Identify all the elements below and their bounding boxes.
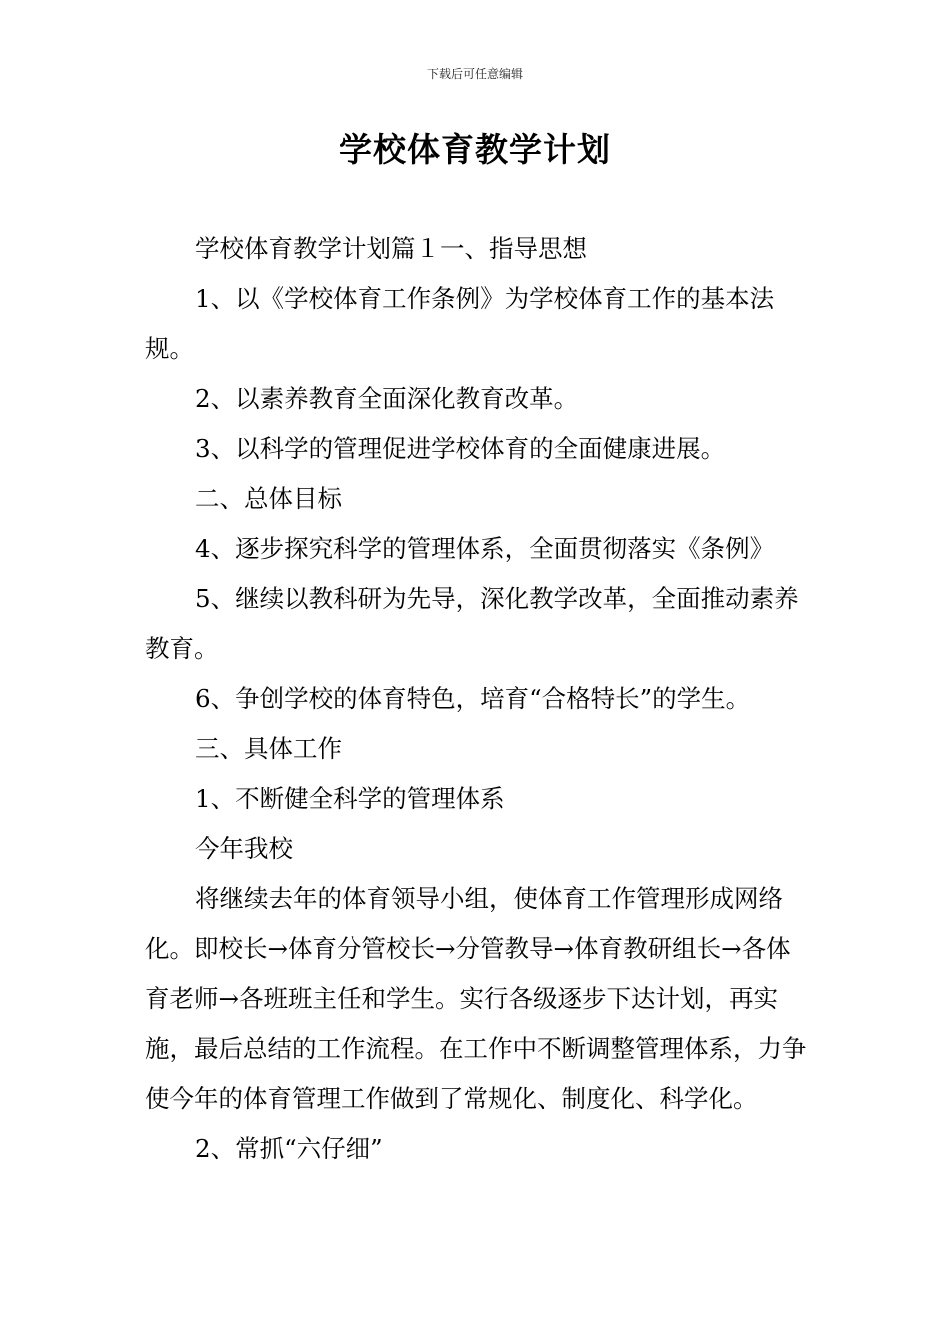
header-note: 下载后可任意编辑 [426,67,523,81]
paragraph: 5、继续以教科研为先导，深化教学改革，全面推动素养教育。 [145,584,799,663]
paragraph: 2、以素养教育全面深化教育改革。 [195,384,579,413]
section-heading: 二、总体目标 [195,484,342,513]
paragraph: 将继续去年的体育领导小组，使体育工作管理形成网络化。即校长→体育分管校长→分管教导→体育教研组长→各体育老师→各班班主任和学生。实行各级逐步下达计划，再实施，最后总结的工作流程。在工作中不断调整管理体系，力争使今年的体育管理工作做到了常规化、制度化、科学化。 [145,884,807,1113]
document-title: 学校体育教学计划 [339,130,611,169]
paragraph: 学校体育教学计划篇１一、指导思想 [195,234,587,263]
section-heading: 三、具体工作 [195,734,342,763]
paragraph: 6、争创学校的体育特色，培育“合格特长”的学生。 [195,684,751,713]
document-body [145,224,810,1174]
paragraph: 1、不断健全科学的管理体系 [195,784,505,813]
paragraph: 3、以科学的管理促进学校体育的全面健康进展。 [195,434,726,463]
paragraph: 4、逐步探究科学的管理体系，全面贯彻落实《条例》 [195,534,775,563]
paragraph: 今年我校 [195,834,293,863]
paragraph: 2、常抓“六仔细” [195,1134,383,1163]
paragraph: 1、以《学校体育工作条例》为学校体育工作的基本法规。 [145,284,775,363]
